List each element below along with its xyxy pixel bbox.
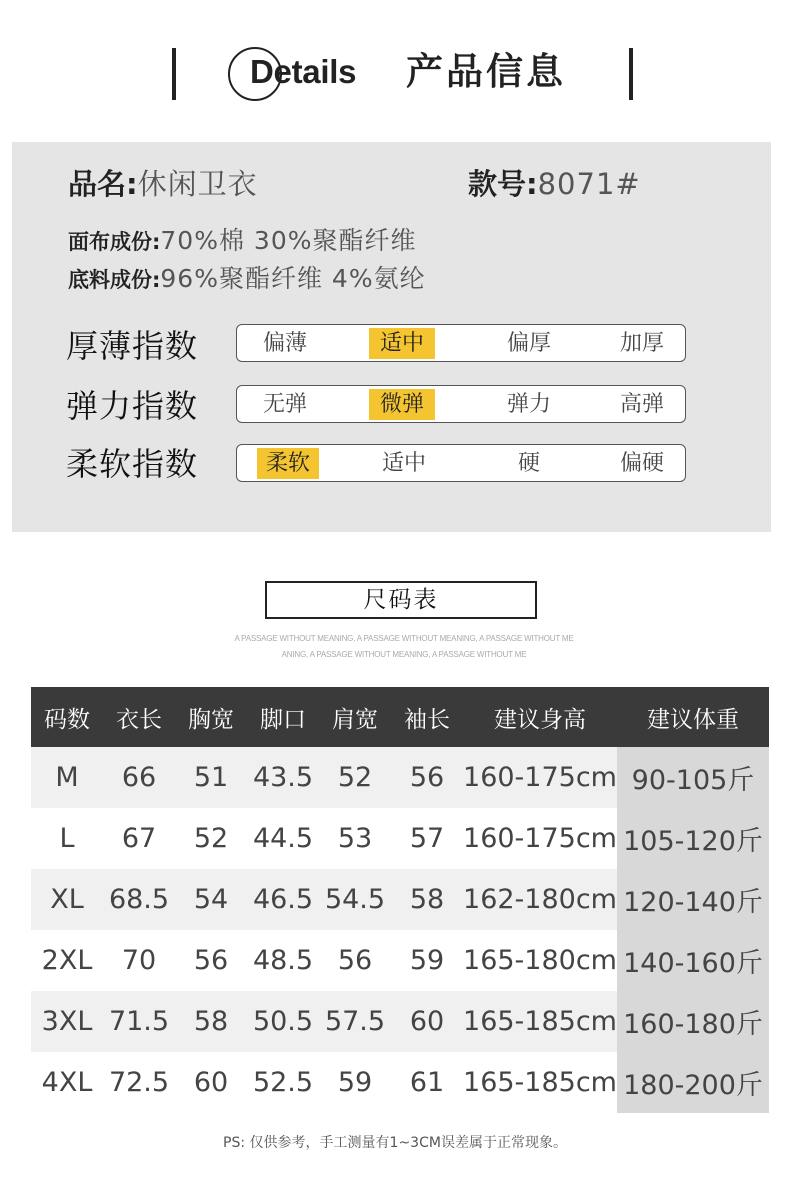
cell-weight: 140-160斤 bbox=[617, 930, 769, 991]
index-option: 高弹 bbox=[619, 392, 664, 417]
cell-size: 2XL bbox=[31, 930, 103, 991]
cell-hem: 43.5 bbox=[247, 747, 319, 808]
cell-hem: 50.5 bbox=[247, 991, 319, 1052]
measurement-note: PS: 仅供参考，手工测量有1~3CM误差属于正常现象。 bbox=[223, 1135, 567, 1151]
header-english-title: Details bbox=[250, 53, 357, 90]
product-name bbox=[68, 166, 258, 202]
cell-size: XL bbox=[31, 869, 103, 930]
table-row bbox=[31, 991, 769, 1052]
cell-sleeve: 59 bbox=[391, 930, 463, 991]
index-option: 偏硬 bbox=[619, 451, 664, 476]
index-option-selected: 柔软 bbox=[257, 448, 319, 479]
cell-height: 165-185cm bbox=[463, 991, 617, 1052]
size-table bbox=[31, 687, 769, 1113]
cell-size: L bbox=[31, 808, 103, 869]
index-option: 弹力 bbox=[506, 392, 551, 417]
cell-height: 165-185cm bbox=[463, 1052, 617, 1113]
header-divider-right bbox=[629, 48, 633, 100]
header-size: 码数 bbox=[31, 687, 103, 747]
index-label: 弹力指数 bbox=[66, 387, 199, 425]
cell-hem: 52.5 bbox=[247, 1052, 319, 1113]
cell-length: 68.5 bbox=[103, 869, 175, 930]
product-code-value: 8071# bbox=[537, 167, 641, 201]
cell-hem: 48.5 bbox=[247, 930, 319, 991]
cell-shoulder: 52 bbox=[319, 747, 391, 808]
cell-shoulder: 53 bbox=[319, 808, 391, 869]
size-table-header-row bbox=[31, 687, 769, 747]
cell-shoulder: 56 bbox=[319, 930, 391, 991]
cell-sleeve: 60 bbox=[391, 991, 463, 1052]
cell-sleeve: 57 bbox=[391, 808, 463, 869]
header-chinese-title: 产品信息 bbox=[406, 50, 566, 93]
table-row bbox=[31, 808, 769, 869]
decorative-subtitle-line1: A PASSAGE WITHOUT MEANING, A PASSAGE WITHOUT MEANING, A PASSAGE WITHOUT ME bbox=[234, 634, 574, 643]
header-chest: 胸宽 bbox=[175, 687, 247, 747]
cell-weight: 180-200斤 bbox=[617, 1052, 769, 1113]
index-option: 偏薄 bbox=[262, 331, 307, 356]
index-option: 无弹 bbox=[262, 392, 307, 417]
cell-weight: 105-120斤 bbox=[617, 808, 769, 869]
cell-length: 70 bbox=[103, 930, 175, 991]
lining-label: 底料成份: bbox=[68, 268, 161, 292]
cell-weight: 90-105斤 bbox=[617, 747, 769, 808]
table-row bbox=[31, 747, 769, 808]
header-shoulder: 肩宽 bbox=[319, 687, 391, 747]
index-option: 适中 bbox=[381, 451, 426, 476]
product-code-label: 款号: bbox=[468, 167, 538, 201]
fabric-value: 70%棉 30%聚酯纤维 bbox=[160, 226, 417, 255]
table-row bbox=[31, 1052, 769, 1113]
cell-hem: 46.5 bbox=[247, 869, 319, 930]
index-scale-box bbox=[236, 444, 686, 482]
index-option-selected: 适中 bbox=[369, 328, 435, 359]
cell-weight: 120-140斤 bbox=[617, 869, 769, 930]
size-chart-title: 尺码表 bbox=[265, 581, 537, 619]
index-scale-box bbox=[236, 385, 686, 423]
cell-chest: 60 bbox=[175, 1052, 247, 1113]
decorative-subtitle-line2: ANING, A PASSAGE WITHOUT MEANING, A PASSAGE WITHOUT ME bbox=[281, 650, 527, 659]
cell-size: 3XL bbox=[31, 991, 103, 1052]
cell-shoulder: 54.5 bbox=[319, 869, 391, 930]
cell-length: 66 bbox=[103, 747, 175, 808]
header-sleeve: 袖长 bbox=[391, 687, 463, 747]
index-label: 柔软指数 bbox=[66, 445, 199, 483]
cell-chest: 54 bbox=[175, 869, 247, 930]
lining-value: 96%聚酯纤维 4%氨纶 bbox=[160, 264, 426, 293]
index-option: 加厚 bbox=[619, 331, 664, 356]
header-weight: 建议体重 bbox=[617, 687, 769, 747]
cell-size: 4XL bbox=[31, 1052, 103, 1113]
product-info-panel bbox=[12, 142, 771, 532]
cell-shoulder: 59 bbox=[319, 1052, 391, 1113]
index-option-selected: 微弹 bbox=[369, 389, 435, 420]
product-name-label: 品名: bbox=[68, 167, 138, 201]
index-scale-box bbox=[236, 324, 686, 362]
cell-shoulder: 57.5 bbox=[319, 991, 391, 1052]
cell-length: 67 bbox=[103, 808, 175, 869]
table-row bbox=[31, 930, 769, 991]
cell-sleeve: 58 bbox=[391, 869, 463, 930]
product-name-value: 休闲卫衣 bbox=[137, 167, 258, 201]
cell-length: 72.5 bbox=[103, 1052, 175, 1113]
lining-composition bbox=[68, 264, 426, 295]
cell-height: 162-180cm bbox=[463, 869, 617, 930]
cell-hem: 44.5 bbox=[247, 808, 319, 869]
index-option: 硬 bbox=[517, 451, 540, 476]
header-divider-left bbox=[172, 48, 176, 100]
header-hem: 脚口 bbox=[247, 687, 319, 747]
cell-length: 71.5 bbox=[103, 991, 175, 1052]
cell-chest: 56 bbox=[175, 930, 247, 991]
table-row bbox=[31, 869, 769, 930]
cell-sleeve: 56 bbox=[391, 747, 463, 808]
product-code bbox=[468, 166, 641, 202]
cell-chest: 58 bbox=[175, 991, 247, 1052]
cell-height: 165-180cm bbox=[463, 930, 617, 991]
cell-chest: 51 bbox=[175, 747, 247, 808]
index-label: 厚薄指数 bbox=[66, 327, 199, 365]
cell-height: 160-175cm bbox=[463, 808, 617, 869]
fabric-label: 面布成份: bbox=[68, 230, 161, 254]
section-header bbox=[0, 42, 790, 106]
header-height: 建议身高 bbox=[463, 687, 617, 747]
cell-weight: 160-180斤 bbox=[617, 991, 769, 1052]
header-length: 衣长 bbox=[103, 687, 175, 747]
fabric-composition bbox=[68, 226, 417, 257]
cell-chest: 52 bbox=[175, 808, 247, 869]
cell-height: 160-175cm bbox=[463, 747, 617, 808]
index-option: 偏厚 bbox=[506, 331, 551, 356]
cell-size: M bbox=[31, 747, 103, 808]
cell-sleeve: 61 bbox=[391, 1052, 463, 1113]
